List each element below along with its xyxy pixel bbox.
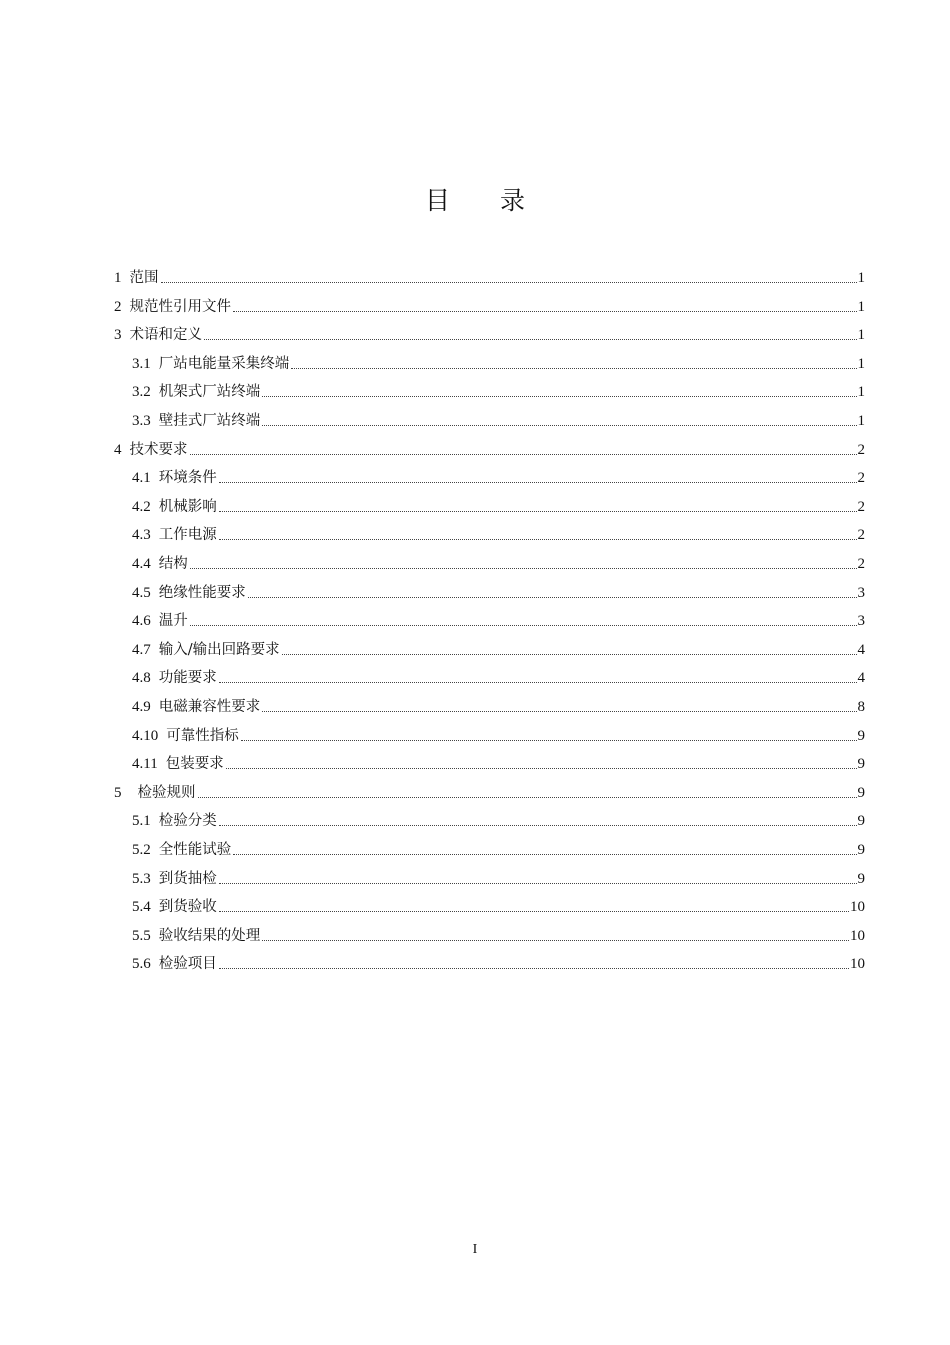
toc-entry-page: 10 — [850, 956, 865, 973]
toc-entry-number: 1 — [114, 270, 122, 286]
toc-entry-page: 3 — [857, 584, 865, 601]
toc-entry[interactable] — [132, 519, 865, 545]
toc-dot-leader — [282, 653, 857, 655]
toc-entry-page: 10 — [850, 899, 865, 916]
toc-dot-leader — [204, 338, 857, 340]
toc-dot-leader — [226, 767, 857, 769]
toc-dot-leader — [161, 281, 857, 283]
toc-entry[interactable] — [114, 777, 865, 803]
toc-dot-leader — [219, 910, 849, 912]
toc-dot-leader — [219, 481, 857, 483]
toc-entry-page: 3 — [857, 613, 865, 630]
toc-entry-page: 9 — [857, 784, 865, 801]
toc-entry-number: 5.4 — [132, 899, 151, 916]
toc-entry-label: 技术要求 — [129, 441, 188, 458]
toc-title — [0, 181, 950, 217]
toc-dot-leader — [219, 510, 857, 512]
toc-entry-page: 1 — [857, 413, 865, 429]
toc-entry-number: 3.1 — [132, 355, 151, 372]
toc-entry-number: 4.2 — [132, 498, 151, 515]
toc-entry-number: 4.7 — [132, 641, 151, 658]
toc-entry-label: 包装要求 — [165, 756, 224, 773]
toc-entry-number: 4.10 — [132, 727, 159, 744]
toc-entry-label: 检验分类 — [158, 813, 217, 830]
toc-entry[interactable] — [132, 605, 865, 631]
toc-dot-leader — [190, 624, 857, 626]
toc-entry[interactable] — [132, 548, 865, 574]
toc-entry-page: 4 — [857, 670, 865, 687]
toc-entry-label: 检验规则 — [137, 784, 196, 801]
toc-entry-label: 术语和定义 — [129, 327, 202, 344]
toc-entry-label: 环境条件 — [158, 470, 217, 487]
toc-entry-label: 机械影响 — [158, 498, 217, 515]
toc-dot-leader — [262, 939, 849, 941]
toc-entry[interactable] — [132, 748, 865, 774]
toc-entry-number: 3.3 — [132, 413, 151, 429]
toc-entry[interactable] — [132, 834, 865, 860]
toc-entry[interactable] — [132, 376, 865, 402]
toc-entry-label: 厂站电能量采集终端 — [158, 355, 290, 372]
toc-entry-label: 绝缘性能要求 — [158, 584, 246, 601]
toc-entry-page: 2 — [857, 498, 865, 515]
toc-entry-number: 5 — [114, 784, 122, 801]
toc-entry-label: 功能要求 — [158, 670, 217, 687]
toc-entry-number: 5.2 — [132, 842, 151, 858]
toc-entry-number: 5.6 — [132, 956, 151, 973]
toc-entry[interactable] — [132, 662, 865, 688]
toc-entry-page: 1 — [857, 298, 865, 315]
toc-entry-page: 1 — [857, 327, 865, 344]
toc-entry-label: 全性能试验 — [158, 842, 232, 858]
toc-entry-number: 4.6 — [132, 613, 151, 630]
toc-entry-label: 范围 — [129, 270, 159, 286]
toc-entry-number: 3.2 — [132, 384, 151, 401]
toc-dot-leader — [262, 710, 856, 712]
toc-entry-label: 到货验收 — [158, 899, 217, 916]
toc-entry[interactable] — [114, 291, 865, 317]
toc-entry[interactable] — [132, 720, 865, 746]
toc-dot-leader — [219, 882, 857, 884]
toc-dot-leader — [219, 824, 857, 826]
toc-entry-label: 工作电源 — [158, 527, 217, 544]
toc-title-char: 录 — [500, 186, 526, 215]
toc-entry-page: 2 — [857, 527, 865, 544]
toc-entry[interactable] — [132, 863, 865, 889]
toc-entry[interactable] — [132, 920, 865, 946]
toc-dot-leader — [233, 310, 857, 312]
toc-entry-number: 5.1 — [132, 813, 151, 830]
toc-entry-label: 电磁兼容性要求 — [158, 699, 261, 715]
toc-entry-page: 10 — [850, 927, 865, 944]
toc-entry-page: 9 — [857, 870, 865, 887]
toc-entry-page: 2 — [857, 556, 865, 572]
toc-dot-leader — [262, 424, 856, 426]
toc-entry-number: 4.5 — [132, 584, 151, 601]
toc-entry[interactable] — [132, 577, 865, 603]
toc-entry-page: 9 — [857, 842, 865, 858]
toc-dot-leader — [219, 538, 857, 540]
toc-entry[interactable] — [132, 462, 865, 488]
toc-entry[interactable] — [132, 948, 865, 974]
toc-entry-label: 壁挂式厂站终端 — [158, 413, 261, 429]
toc-entry[interactable] — [132, 491, 865, 517]
toc-entry-page: 2 — [857, 441, 865, 458]
toc-entry-page: 1 — [857, 355, 865, 372]
toc-entry-number: 4 — [114, 441, 122, 458]
page-number: I — [472, 1242, 478, 1257]
toc-entry-page: 1 — [857, 384, 865, 401]
toc-entry-page: 9 — [857, 756, 865, 773]
toc-entry-label: 规范性引用文件 — [129, 298, 231, 315]
toc-entry[interactable] — [114, 319, 865, 345]
toc-entry-label: 机架式厂站终端 — [158, 384, 261, 401]
toc-entry[interactable] — [132, 405, 865, 431]
toc-entry[interactable] — [132, 348, 865, 374]
toc-entry-page: 2 — [857, 470, 865, 487]
toc-entry-page: 4 — [857, 641, 865, 658]
toc-entry[interactable] — [132, 634, 865, 660]
toc-entry-number: 4.4 — [132, 556, 151, 572]
toc-dot-leader — [262, 395, 856, 397]
toc-entry[interactable] — [132, 691, 865, 717]
toc-dot-leader — [219, 967, 849, 969]
toc-entry-number: 4.11 — [132, 756, 158, 773]
toc-dot-leader — [219, 681, 857, 683]
toc-dot-leader — [233, 853, 856, 855]
toc-entry[interactable] — [132, 891, 865, 917]
toc-entry-label: 结构 — [158, 556, 188, 572]
toc-entry[interactable] — [114, 262, 865, 288]
toc-entry-label: 输入/输出回路要求 — [158, 641, 280, 658]
toc-entry-number: 4.3 — [132, 527, 151, 544]
toc-entry-number: 2 — [114, 298, 122, 315]
toc-entry-number: 4.1 — [132, 470, 151, 487]
toc-entry-page: 9 — [857, 727, 865, 744]
toc-entry-page: 1 — [857, 270, 865, 286]
toc-title-char: 目 — [424, 186, 450, 215]
toc-dot-leader — [248, 596, 857, 598]
toc-entry-label: 到货抽检 — [158, 870, 217, 887]
toc-entry-number: 4.9 — [132, 699, 151, 715]
toc-entry-page: 9 — [857, 813, 865, 830]
toc-entry-number: 5.3 — [132, 870, 151, 887]
toc-dot-leader — [241, 739, 857, 741]
toc-entry[interactable] — [132, 805, 865, 831]
toc-entry-label: 温升 — [158, 613, 188, 630]
toc-entry-label: 检验项目 — [158, 956, 217, 973]
toc-entry[interactable] — [114, 434, 865, 460]
toc-entry-number: 5.5 — [132, 927, 151, 944]
toc-dot-leader — [198, 796, 857, 798]
toc-entry-label: 验收结果的处理 — [158, 927, 261, 944]
toc-dot-leader — [291, 367, 856, 369]
toc-dot-leader — [190, 567, 857, 569]
toc-entry-number: 3 — [114, 327, 122, 344]
toc-entry-number: 4.8 — [132, 670, 151, 687]
toc-entry-label: 可靠性指标 — [166, 727, 239, 744]
toc-dot-leader — [190, 453, 857, 455]
toc-entry-page: 8 — [857, 699, 865, 715]
